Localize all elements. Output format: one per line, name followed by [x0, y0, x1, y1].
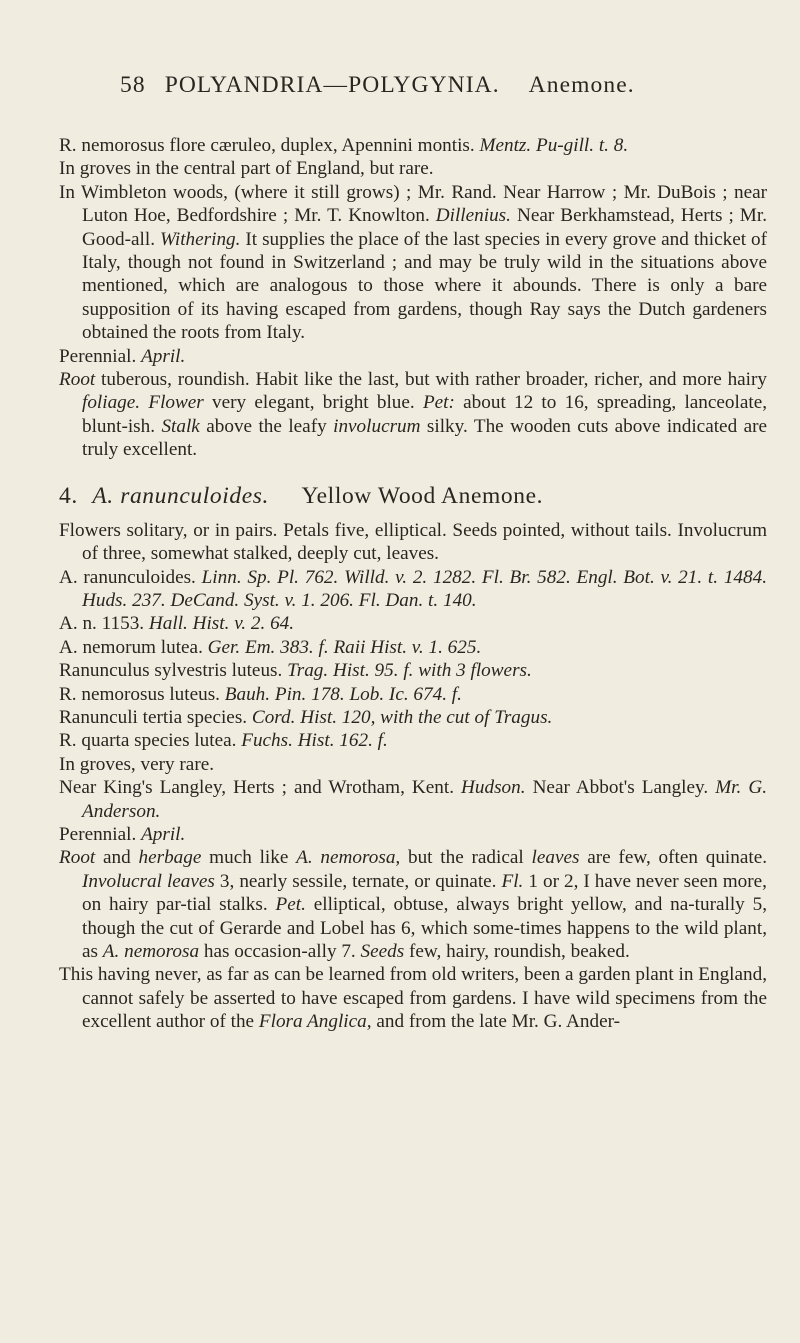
paragraph	[59, 134, 767, 157]
text-run: and from the late Mr. G. Ander-	[371, 1011, 620, 1033]
italic-text: Mr. G. Anderson.	[82, 777, 767, 822]
text-run: In groves in the central part of England, but rare.	[59, 158, 434, 180]
italic-text: Root	[59, 847, 96, 869]
genus-title: Anemone.	[528, 72, 635, 98]
text-run: Perennial.	[59, 823, 142, 845]
text-run: A. n. 1153.	[59, 613, 149, 635]
section-anemone-ranunculoides	[59, 519, 767, 1034]
text-run: Near King's Langley, Herts ; and Wrotham, Kent.	[59, 777, 462, 799]
paragraph	[59, 181, 767, 345]
species-name: A. ranunculoides.	[92, 482, 269, 509]
text-run: are few, often quinate.	[579, 847, 768, 869]
italic-text: A. nemorosa	[102, 941, 200, 962]
italic-text: Seeds	[360, 941, 405, 962]
italic-text: Flora Anglica,	[258, 1011, 372, 1033]
text-run: In Wimbleton woods, (where it still grows) ; Mr. Rand. Near Harrow ; Mr. DuBois ; near Luton Hoe, Bedfordshire ; Mr. T. Knowlton.	[59, 181, 767, 227]
text-run: Near Abbot's Langley.	[525, 777, 716, 799]
text-run: Ranunculus sylvestris luteus.	[59, 660, 288, 682]
paragraph	[59, 519, 767, 566]
paragraph	[59, 659, 767, 682]
italic-text: Flower	[148, 392, 204, 414]
text-run: In groves, very rare.	[59, 753, 215, 775]
text-run: tuberous, roundish. Habit like the last, but with rather broader, richer, and more hairy	[95, 369, 767, 391]
italic-text: Pet:	[422, 392, 455, 414]
text-run: Near Berkhamstead, Herts ; Mr. Good-all.	[82, 205, 767, 250]
text-run: above the leafy	[199, 415, 334, 437]
italic-text: Stalk	[161, 415, 200, 437]
text-run: A. nemorum lutea.	[59, 636, 208, 658]
italic-text: Trag. Hist. 95. f. with 3 flowers.	[287, 660, 532, 682]
italic-text: Fuchs. Hist. 162. f.	[241, 730, 388, 752]
text-run: This having never, as far as can be learned from old writers, been a garden plant in England, cannot safely be asserted to have escaped from gardens. I have wild specimens from the excellent author of the	[59, 964, 767, 1033]
italic-text: Ger. Em. 383. f. Raii Hist. v. 1. 625.	[207, 636, 482, 658]
running-title: POLYANDRIA—POLYGYNIA.	[164, 72, 500, 98]
italic-text: Bauh. Pin. 178. Lob. Ic. 674. f.	[224, 683, 462, 705]
paragraph	[59, 636, 767, 659]
italic-text: Cord. Hist. 120, with the cut of Tragus.	[251, 706, 553, 728]
species-common-name: Yellow Wood Anemone.	[301, 482, 544, 509]
text-run: It supplies the place of the last species in every grove and thicket of Italy, though not found in Switzerland ; and may be truly wild in the situations above mentioned, which are analogous to those where it abounds. There is only a bare supposition of its having escaped from gardens, though Ray says the Dutch gardeners obtained the roots from Italy.	[82, 228, 767, 344]
paragraph	[59, 157, 767, 180]
paragraph	[59, 729, 767, 752]
text-run: silky. The wooden cuts above indicated are truly excellent.	[82, 415, 767, 461]
italic-text: Linn. Sp. Pl. 762. Willd. v. 2. 1282. Fl. Br. 582. Engl. Bot. v. 21. t. 1484. Huds. 237. DeCand. Syst. v. 1. 206. Fl. Dan. t. 140.	[82, 566, 767, 611]
text-run: Flowers solitary, or in pairs. Petals five, elliptical. Seeds pointed, without tails. Involucrum of three, somewhat stalked, deeply cut, leaves.	[59, 519, 767, 565]
heading-gap	[59, 511, 767, 519]
text-run: very elegant, bright blue.	[203, 392, 423, 414]
paragraph	[59, 776, 767, 823]
italic-text: Dillenius.	[435, 205, 511, 227]
text-run: few, hairy, roundish, beaked.	[404, 941, 630, 962]
text-run: R. quarta species lutea.	[59, 730, 242, 752]
italic-text: Hall. Hist. v. 2. 64.	[148, 613, 295, 635]
italic-text: Mentz. Pu-gill. t. 8.	[479, 135, 629, 156]
paragraph	[59, 846, 767, 963]
text-run: much like	[201, 847, 297, 869]
italic-text: Fl.	[501, 870, 524, 892]
text-run: 3, nearly sessile, ternate, or quinate.	[214, 870, 502, 892]
paragraph	[59, 612, 767, 635]
page-number: 58	[120, 72, 146, 98]
page-body	[59, 134, 767, 1034]
italic-text: Root	[59, 369, 96, 391]
text-run: about 12 to 16, spreading, lanceolate, blunt-ish.	[82, 392, 768, 437]
text-run: Perennial.	[59, 345, 142, 367]
text-run: has occasion-ally 7.	[199, 941, 361, 962]
italic-text: herbage	[138, 847, 202, 869]
italic-text: April.	[141, 345, 186, 367]
italic-text: A. nemorosa,	[296, 847, 401, 869]
text-run: A. ranunculoides.	[59, 566, 202, 588]
paragraph	[59, 683, 767, 706]
paragraph	[59, 345, 767, 368]
running-header	[120, 72, 635, 99]
paragraph	[59, 566, 767, 613]
text-run: 1 or 2, I have never seen more, on hairy par-tial stalks.	[82, 870, 767, 916]
paragraph	[59, 963, 767, 1033]
paragraph	[59, 368, 767, 462]
species-heading	[59, 481, 767, 511]
text-run: but the radical	[400, 847, 532, 869]
italic-text: Pet.	[275, 894, 306, 916]
text-run: R. nemorosus luteus.	[59, 683, 225, 705]
section-gap	[59, 462, 767, 481]
text-run: R. nemorosus flore cæruleo, duplex, Apennini montis.	[59, 135, 480, 156]
italic-text: April.	[141, 823, 186, 845]
italic-text: Hudson.	[461, 777, 526, 799]
italic-text: involucrum	[333, 415, 421, 437]
paragraph	[59, 753, 767, 776]
italic-text: Withering.	[159, 228, 241, 250]
text-run: elliptical, obtuse, always bright yellow, and na-turally 5, though the cut of Gerarde and Lobel has 6, which some-times happens to the wild plant, as	[82, 894, 767, 962]
italic-text: Involucral leaves	[82, 870, 215, 892]
text-run: Ranunculi tertia species.	[59, 706, 252, 728]
text-run: and	[95, 847, 139, 869]
italic-text: leaves	[531, 847, 580, 869]
section-anemone-coerulea-continued	[59, 134, 767, 462]
paragraph	[59, 823, 767, 846]
paragraph	[59, 706, 767, 729]
species-number: 4.	[59, 482, 78, 509]
italic-text: foliage.	[82, 392, 141, 414]
